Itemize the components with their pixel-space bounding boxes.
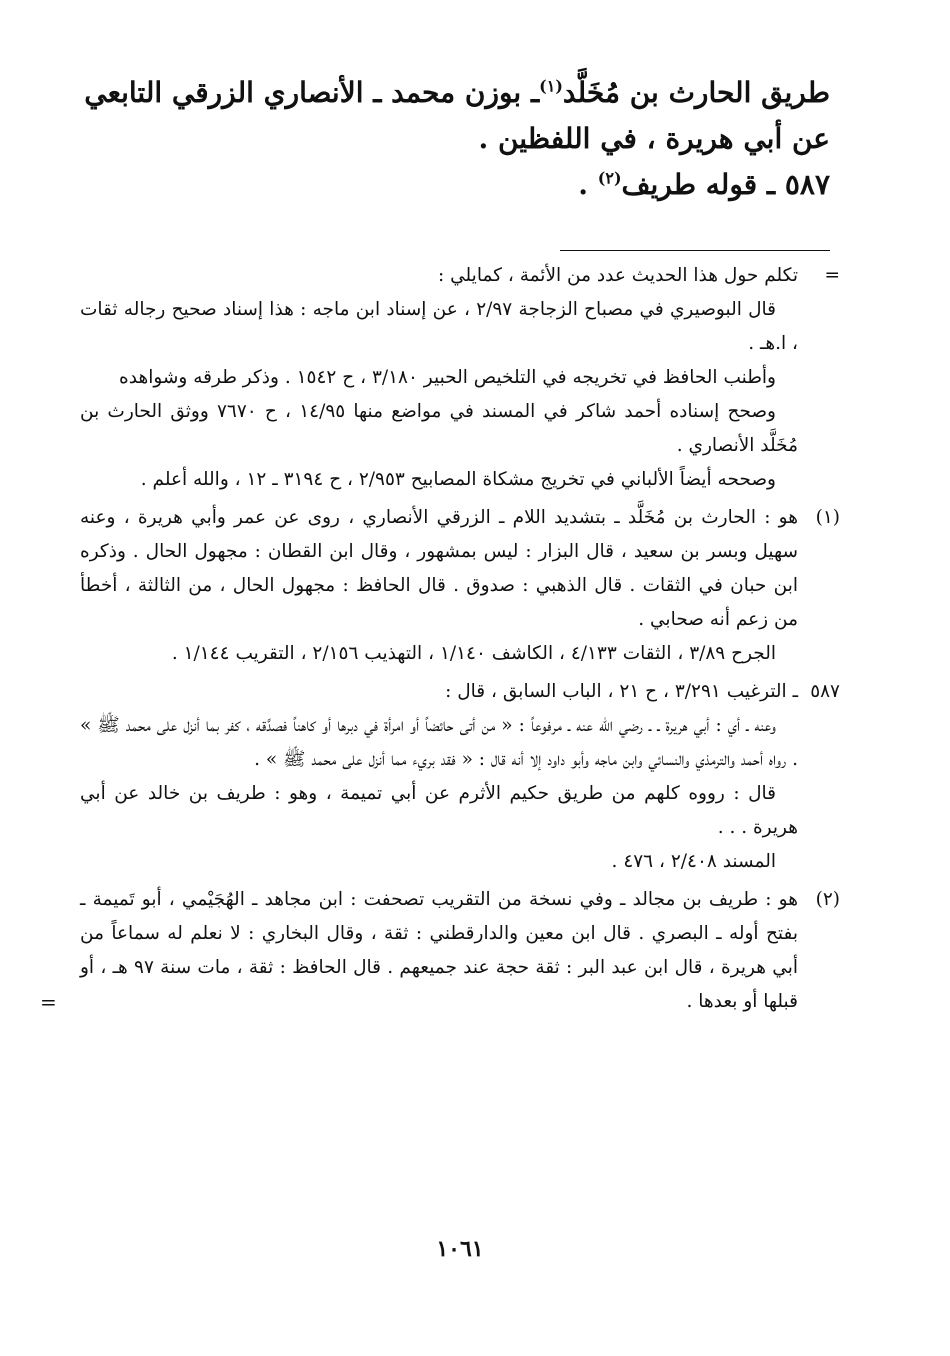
footnotes	[40, 259, 840, 1019]
main-text	[80, 70, 840, 208]
continuation-line-3: وأطنب الحافظ في تخريجه في التلخيص الحبير ٣/١٨٠ ، ح ١٥٤٢ . وذكر طرقه وشواهده	[119, 367, 776, 388]
footnote-ref-1[interactable]: (١)	[539, 76, 563, 96]
footnote-separator	[560, 250, 830, 251]
main-line-2: عن أبي هريرة ، في اللفظين .	[478, 122, 830, 155]
footnote-2-body: هو : طريف بن مجالد ـ وفي نسخة من التقريب تصحفت : ابن مجاهد ـ الهُجَيْمي ، أبو تَميمة ـ بفتح أوله ـ البصري . قال ابن معين والدارقطني : ثقة ، وقال البخاري : لا نعلم له سماعاً من أبي هريرة ، قال ابن عبد البر : ثقة حجة عند جميعهم . قال الحافظ : ثقة ، مات سنة ٩٧ هـ ، أو قبلها أو بعدها .	[80, 889, 798, 1012]
continuation-line-5: وصححه أيضاً الألباني في تخريج مشكاة المصابيح ٢/٩٥٣ ، ح ٣١٩٤ ـ ١٢ ، والله أعلم .	[140, 469, 776, 490]
footnote-1-refs: الجرح ٣/٨٩ ، الثقات ٤/١٣٣ ، الكاشف ١/١٤٠ ، التهذيب ٢/١٥٦ ، التقريب ١/١٤٤ .	[171, 643, 776, 664]
footnote-1-marker: (١)	[815, 507, 840, 528]
footnote-1-body: هو : الحارث بن مُخَلَّد ـ بتشديد اللام ـ الزرقي الأنصاري ، روى عن عمر وأبي هريرة ، وعنه سهيل وبسر بن سعيد ، قال البزار : ليس بمشهور ، وقال ابن القطان : مجهول الحال . وذكره ابن حبان في الثقات . قال الذهبي : صدوق . قال الحافظ : مجهول الحال ، من الثالثة ، أخطأ من زعم أنه صحابي .	[80, 507, 798, 630]
main-line-1	[80, 70, 830, 116]
document-page	[40, 70, 840, 1290]
main-line-1-prefix: طريق الحارث بن مُخَلَّد	[562, 76, 830, 109]
footnote-587	[80, 675, 840, 879]
page-number: ١٠٦١	[436, 1236, 484, 1262]
footnote-ref-2[interactable]: (٢)	[597, 168, 622, 188]
footnote-2	[40, 883, 840, 1019]
continuation-line-4: وصحح إسناده أحمد شاكر في المسند في مواضع منها ١٤/٩٥ ، ح ٧٦٧٠ ووثق الحارث بن مُخَلَّد الأنصاري .	[80, 401, 798, 456]
continuation-line-1: تكلم حول هذا الحديث عدد من الأئمة ، كمايلي :	[438, 265, 798, 286]
footnote-continuation	[80, 259, 840, 497]
footnote-587-marker: ٥٨٧	[810, 681, 840, 702]
footnote-587-source: ـ الترغيب ٣/٢٩١ ، ح ٢١ ، الباب السابق ، قال :	[445, 681, 798, 702]
continuation-marker: =	[824, 265, 840, 286]
footnote-1	[80, 501, 840, 671]
main-line-3-prefix: ٥٨٧ ـ قوله طريف	[621, 168, 830, 201]
footnote-2-marker: (٢)	[815, 889, 840, 910]
main-line-3-suffix: .	[578, 168, 598, 201]
footnote-587-comment: قال : رووه كلهم من طريق حكيم الأثرم عن أبي تميمة ، وهو : طريف بن خالد عن أبي هريرة . . .	[80, 783, 798, 838]
footnote-587-musnad: المسند ٢/٤٠٨ ، ٤٧٦ .	[611, 851, 776, 872]
main-line-1-suffix: ـ بوزن محمد ـ الأنصاري الزرقي التابعي	[84, 76, 540, 109]
footnote-587-hadith: وعنه ـ أي : أبي هريرة ـ ـ رضي الله عنه ـ مرفوعاً : « من أتى حائضاً أو امرأة في دبرها أو كاهناً فصدَّقه ، كفر بما أنزل على محمد ﷺ » . رواه أحمد والترمذي والنسائي وابن ماجه وأبو داود إلا أنه قال : « فقد بريء مما أنزل على محمد ﷺ » .	[80, 715, 798, 770]
continued-marker: =	[40, 990, 57, 1014]
continuation-line-2: قال البوصيري في مصباح الزجاجة ٢/٩٧ ، عن إسناد ابن ماجه : هذا إسناد صحيح رجاله ثقات ، ا.هـ .	[80, 299, 798, 354]
main-line-3	[80, 162, 830, 208]
